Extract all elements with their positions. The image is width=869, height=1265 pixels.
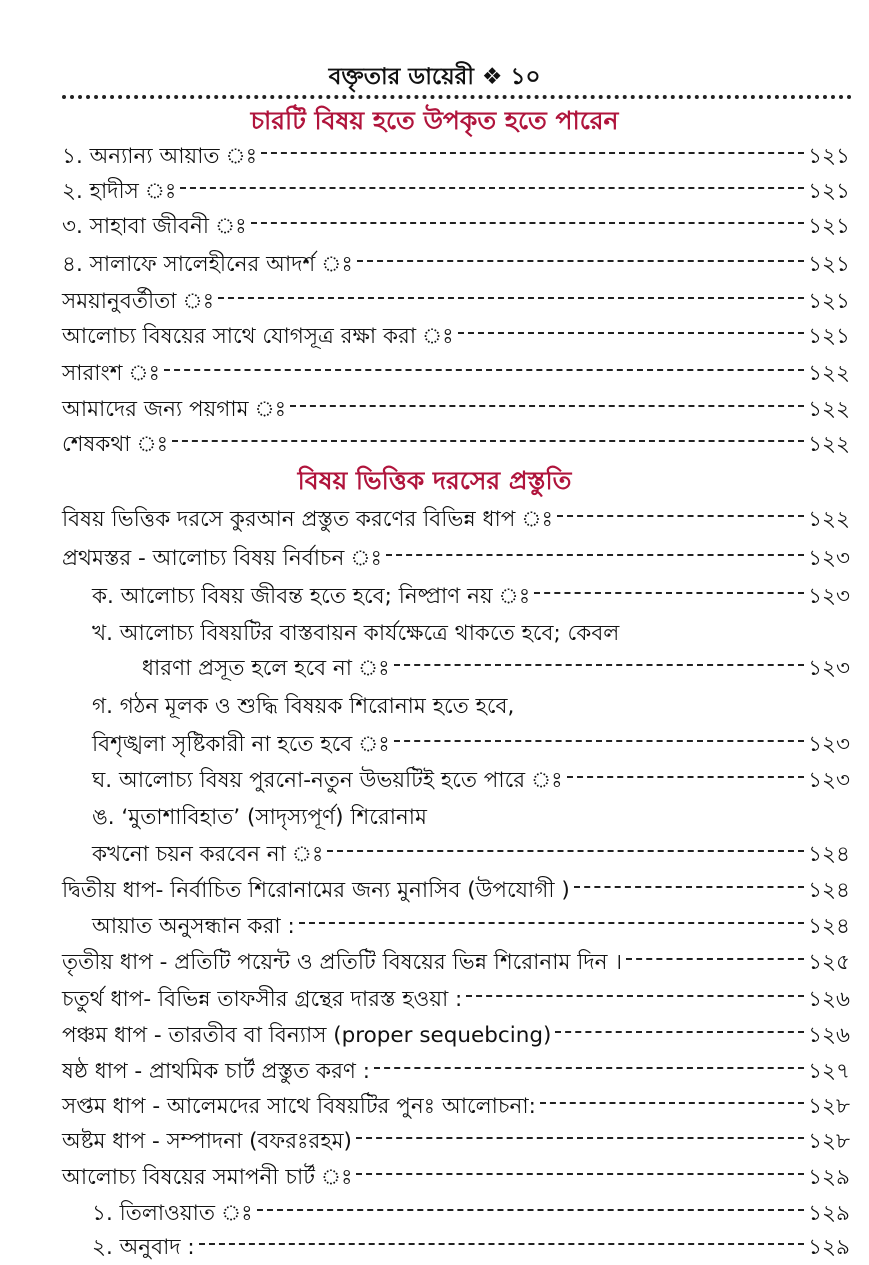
dotted-leader <box>299 922 804 924</box>
toc-entry <box>62 1161 850 1195</box>
toc-entry-label: ষষ্ঠ ধাপ - প্রাথমিক চার্ট প্রস্তুত করণ : <box>62 1059 370 1084</box>
toc-entry-label: ২. অনুবাদ : <box>92 1235 195 1260</box>
toc-entry <box>62 542 850 576</box>
toc-entry-continued: ঙ. ‘মুতাশাবিহাত’ (সাদৃস্যপূর্ণ) শিরোনাম <box>92 805 427 830</box>
toc-entry-label: বিশৃঙ্খলা সৃষ্টিকারী না হতে হবে ঃ <box>92 732 390 757</box>
section-title-benefits: চারটি বিষয় হতে উপকৃত হতে পারেন <box>250 106 619 135</box>
dotted-leader <box>172 440 804 442</box>
toc-entry-label: আলোচ্য বিষয়ের সমাপনী চার্ট ঃ <box>62 1165 353 1190</box>
dotted-leader <box>356 1137 804 1139</box>
dotted-leader <box>555 1031 804 1033</box>
toc-entry-page: ১২৪ <box>808 878 850 903</box>
toc-entry-page: ১২৬ <box>808 987 850 1012</box>
toc-entry-label: পঞ্চম ধাপ - তারতীব বা বিন্যাস (proper sequebcing) <box>62 1023 552 1048</box>
toc-entry <box>92 580 850 614</box>
toc-entry <box>62 983 850 1017</box>
toc-entry-page: ১২৭ <box>808 1059 850 1084</box>
toc-entry-page: ১২২ <box>808 507 850 532</box>
dotted-leader <box>394 740 804 742</box>
toc-entry <box>62 357 850 391</box>
toc-entry-page: ১২৮ <box>808 1129 850 1154</box>
dotted-leader <box>357 260 804 262</box>
toc-entry-label: বিষয় ভিত্তিক দরসে কুরআন প্রস্তুত করণের বিভিন্ন ধাপ ঃ <box>62 507 553 532</box>
toc-entry-page: ১২২ <box>808 432 850 457</box>
toc-entry <box>62 393 850 427</box>
toc-entry <box>62 248 850 282</box>
toc-entry-label: অষ্টম ধাপ - সম্পাদনা (বফরঃরহম) <box>62 1129 352 1154</box>
toc-entry <box>92 1231 850 1265</box>
toc-entry-page: ১২৫ <box>808 950 850 975</box>
dotted-leader <box>218 297 804 299</box>
toc-entry <box>62 1125 850 1159</box>
toc-entry-label: ধারণা প্রসূত হলে হবে না ঃ <box>142 656 390 681</box>
toc-entry-label: সারাংশ ঃ <box>62 361 161 386</box>
dotted-leader <box>356 1173 804 1175</box>
toc-entry-label: ২. হাদীস ঃ <box>62 179 177 204</box>
dotted-leader <box>386 554 804 556</box>
toc-entry-label: ১. অন্যান্য আয়াত ঃ <box>62 144 258 169</box>
toc-entry <box>62 428 850 462</box>
toc-entry <box>92 764 850 798</box>
toc-entry-page: ১২৯ <box>808 1165 850 1190</box>
toc-entry-page: ১২২ <box>808 397 850 422</box>
toc-entry-page: ১২৩ <box>808 656 850 681</box>
toc-entry <box>62 320 850 354</box>
toc-entry-page: ১২৪ <box>808 914 850 939</box>
toc-entry-label: ১. তিলাওয়াত ঃ <box>92 1201 253 1226</box>
toc-entry-label: চতুর্থ ধাপ- বিভিন্ন তাফসীর গ্রন্থের দারস্ত হওয়া : <box>62 987 463 1012</box>
dotted-leader <box>251 222 805 224</box>
dotted-leader <box>458 332 804 334</box>
dotted-leader <box>574 886 804 888</box>
toc-entry <box>62 1019 850 1053</box>
toc-entry-page: ১২৯ <box>808 1235 850 1260</box>
toc-entry <box>92 910 850 944</box>
toc-entry-page: ১২৩ <box>808 546 850 571</box>
dotted-leader <box>199 1243 804 1245</box>
toc-entry-label: কখনো চয়ন করবেন না ঃ <box>92 842 324 867</box>
toc-entry-page: ১২৩ <box>808 768 850 793</box>
dotted-leader <box>540 1102 804 1104</box>
dotted-leader <box>534 592 804 594</box>
toc-entry-label: আয়াত অনুসন্ধান করা : <box>92 914 295 939</box>
toc-entry-label: প্রথমস্তর - আলোচ্য বিষয় নির্বাচন ঃ <box>62 546 382 571</box>
dotted-leader <box>327 850 804 852</box>
dotted-leader <box>261 152 804 154</box>
toc-entry <box>62 946 850 980</box>
toc-entry <box>62 210 850 244</box>
toc-entry-label: সপ্তম ধাপ - আলেমদের সাথে বিষয়টির পুনঃ আলোচনা: <box>62 1094 536 1119</box>
toc-entry-label: ক. আলোচ্য বিষয় জীবন্ত হতে হবে; নিষ্প্রাণ নয় ঃ <box>92 584 531 609</box>
header-dotted-rule <box>62 95 852 99</box>
dotted-leader <box>557 515 804 517</box>
toc-entry-label: তৃতীয় ধাপ - প্রতিটি পয়েন্ট ও প্রতিটি বিষয়ের ভিন্ন শিরোনাম দিন । <box>62 950 623 975</box>
toc-entry <box>92 1197 850 1231</box>
toc-entry-page: ১২৩ <box>808 732 850 757</box>
toc-entry-page: ১২৮ <box>808 1094 850 1119</box>
toc-entry-page: ১২১ <box>808 324 850 349</box>
toc-entry <box>62 1055 850 1089</box>
toc-entry <box>62 874 850 908</box>
toc-entry <box>92 728 850 762</box>
toc-entry-label: সময়ানুবর্তীতা ঃ <box>62 289 215 314</box>
toc-entry <box>62 1090 850 1124</box>
dotted-leader <box>180 187 804 189</box>
dotted-leader <box>567 776 804 778</box>
toc-entry-label: দ্বিতীয় ধাপ- নির্বাচিত শিরোনামের জন্য মুনাসিব (উপযোগী ) <box>62 878 570 903</box>
toc-entry-label: ৩. সাহাবা জীবনী ঃ <box>62 214 247 239</box>
section-title-topical-dars: বিষয় ভিত্তিক দরসের প্রস্তুতি <box>297 466 572 495</box>
toc-entry-page: ১২৬ <box>808 1023 850 1048</box>
toc-entry-label: আমাদের জন্য পয়গাম ঃ <box>62 397 287 422</box>
toc-entry-page: ১২৩ <box>808 584 850 609</box>
toc-entry <box>92 838 850 872</box>
dotted-leader <box>164 369 804 371</box>
toc-entry <box>62 285 850 319</box>
dotted-leader <box>374 1067 804 1069</box>
toc-entry-page: ১২১ <box>808 144 850 169</box>
toc-entry-continued: খ. আলোচ্য বিষয়টির বাস্তবায়ন কার্যক্ষেত্রে থাকতে হবে; কেবল <box>92 621 620 646</box>
toc-entry-page: ১২১ <box>808 214 850 239</box>
toc-entry-continued: গ. গঠন মূলক ও শুদ্ধি বিষয়ক শিরোনাম হতে হবে, <box>92 694 515 719</box>
toc-entry <box>142 652 850 686</box>
dotted-leader <box>257 1209 805 1211</box>
dotted-leader <box>466 995 804 997</box>
running-header: বক্তৃতার ডায়েরী ❖ ১০ <box>328 64 541 90</box>
toc-entry-page: ১২৯ <box>808 1201 850 1226</box>
toc-entry <box>62 175 850 209</box>
dotted-leader <box>290 405 804 407</box>
toc-entry-label: শেষকথা ঃ <box>62 432 169 457</box>
toc-entry-label: আলোচ্য বিষয়ের সাথে যোগসূত্র রক্ষা করা ঃ <box>62 324 454 349</box>
toc-entry-page: ১২১ <box>808 179 850 204</box>
toc-entry-page: ১২১ <box>808 289 850 314</box>
toc-entry-label: ৪. সালাফে সালেহীনের আদর্শ ঃ <box>62 252 353 277</box>
toc-entry-label: ঘ. আলোচ্য বিষয় পুরনো-নতুন উভয়টিই হতে পারে ঃ <box>92 768 563 793</box>
toc-entry-page: ১২৪ <box>808 842 850 867</box>
dotted-leader <box>394 664 805 666</box>
toc-entry <box>62 503 850 537</box>
toc-entry <box>62 140 850 174</box>
toc-entry-page: ১২১ <box>808 252 850 277</box>
dotted-leader <box>626 958 804 960</box>
toc-entry-page: ১২২ <box>808 361 850 386</box>
